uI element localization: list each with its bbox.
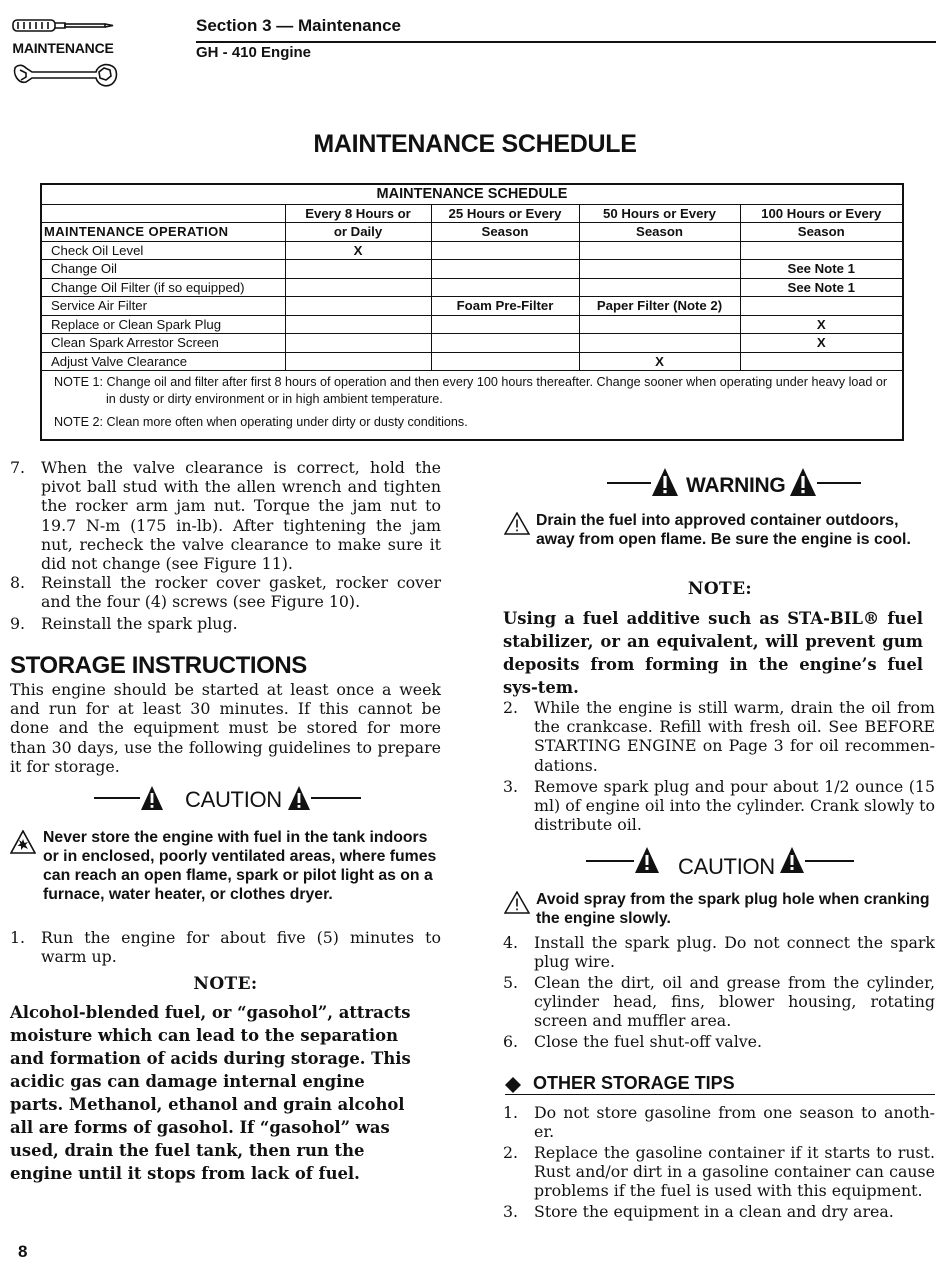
step-number: 1. (10, 928, 26, 947)
step-number: 4. (503, 933, 519, 952)
list-item (503, 777, 935, 835)
tip-text: Replace the gasoline container if it starts to rust. Rust and/or dirt in a gasoline container can cause problems if the fuel is used with this equipment. (534, 1143, 935, 1201)
wrench-icon (15, 65, 117, 86)
step-text: Reinstall the rocker cover gasket, rocker cover and the four (4) screws (see Figure 10). (41, 573, 441, 612)
col-header-25h-line1: 25 Hours or Every (431, 204, 579, 223)
list-item (503, 933, 935, 973)
step-text: When the valve clearance is correct, hold the pivot ball stud with the allen wrench and tighten the rocker arm jam nut. Torque the jam nut to 19.7 N-m (175 in-lb). After tightening the jam nut, recheck the valve clearance to make sure it did not change (see Figure 11). (41, 458, 441, 574)
warning-triangle-icon (504, 891, 530, 914)
schedule-cell (431, 241, 579, 260)
table-header-row-1 (42, 204, 902, 223)
step-text: Reinstall the spark plug. (41, 614, 238, 633)
caution-label: CAUTION (678, 854, 775, 879)
col-header-50h-line1: 50 Hours or Every (579, 204, 740, 223)
schedule-cell (431, 260, 579, 279)
gasohol-note: Alcohol-blended fuel, or “gasohol”, attracts moisture which can lead to the separation and formation of acids during storage. This acidic gas can damage internal engine parts. Methanol, ethanol and grain alcohol all are forms of gasohol. If “gasohol” was used, drain the fuel tank, then run the engine until it stops from lack of fuel. (10, 1003, 411, 1183)
list-item (10, 614, 441, 634)
schedule-cell: See Note 1 (740, 278, 902, 297)
other-storage-tips-heading: OTHER STORAGE TIPS (533, 1073, 735, 1093)
note-heading: NOTE: (193, 974, 258, 994)
col-header-8h-line1: Every 8 Hours or (285, 204, 431, 223)
maintenance-schedule-table (42, 186, 902, 371)
schedule-cell (285, 278, 431, 297)
warning-triangle-icon (287, 785, 311, 811)
operation-cell: Check Oil Level (42, 241, 285, 260)
header-rule (196, 41, 936, 43)
step-number: 3. (503, 777, 519, 796)
tip-text: Store the equipment in a clean and dry area. (534, 1202, 894, 1221)
schedule-cell (285, 297, 431, 316)
table-row (42, 315, 902, 334)
schedule-cell: See Note 1 (740, 260, 902, 279)
table-row (42, 334, 902, 353)
table-header-row-2 (42, 223, 902, 242)
schedule-cell (579, 241, 740, 260)
col-header-25h-line2: Season (431, 223, 579, 242)
schedule-cell (740, 241, 902, 260)
schedule-cell (285, 260, 431, 279)
table-row (42, 352, 902, 371)
list-item (503, 1143, 935, 1201)
tip-number: 2. (503, 1143, 519, 1162)
storage-instructions-heading: STORAGE INSTRUCTIONS (10, 652, 307, 679)
schedule-cell: X (740, 334, 902, 353)
list-item (503, 973, 935, 1031)
schedule-note-2: NOTE 2: Clean more often when operating under dirty or dusty conditions. (54, 415, 468, 429)
caution-banner (586, 846, 854, 880)
screwdriver-icon (13, 20, 113, 31)
list-item (503, 1103, 935, 1143)
note-1-line-2: in dusty or dirty environment or in high ambient temperature. (106, 392, 443, 406)
schedule-cell: X (740, 315, 902, 334)
header-blank-cell (42, 204, 285, 223)
warning-triangle-icon (651, 467, 679, 497)
warning-triangle-icon (504, 512, 530, 535)
engine-model: GH - 410 Engine (196, 44, 312, 61)
caution-label: CAUTION (185, 787, 282, 812)
step-text: While the engine is still warm, drain the oil from the crankcase. Refill with fresh oil. See BEFORE STARTING ENGINE on Page 3 for oil recommen-dations. (534, 698, 935, 775)
schedule-cell: X (285, 241, 431, 260)
schedule-cell (579, 315, 740, 334)
warning-triangle-icon (634, 846, 660, 874)
operation-cell: Replace or Clean Spark Plug (42, 315, 285, 334)
schedule-cell (740, 297, 902, 316)
page-title: MAINTENANCE SCHEDULE (313, 130, 637, 158)
note-heading: NOTE: (687, 579, 753, 599)
caution-banner (94, 785, 362, 819)
list-item (503, 698, 935, 776)
step-text: Clean the dirt, oil and grease from the cylinder, cylinder head, fins, blower housing, rotating screen and muffler area. (534, 973, 935, 1031)
storage-caution-text: Never store the engine with fuel in the tank indoors or in enclosed, poorly ventilated areas, where fumes can reach an open flame, spark or pilot light as on a furnace, water heater, or clothes dryer. (43, 829, 437, 903)
step-number: 5. (503, 973, 519, 992)
tip-text: Do not store gasoline from one season to anoth-er. (534, 1103, 935, 1142)
tip-number: 1. (503, 1103, 519, 1122)
col-header-100h-line2: Season (740, 223, 902, 242)
schedule-cell (431, 315, 579, 334)
list-item (10, 458, 441, 574)
note-1-line-1: NOTE 1: Change oil and filter after first 8 hours of operation and then every 100 hours thereafter. Change sooner when operating under heavy load or (54, 375, 888, 389)
explosion-hazard-icon (10, 830, 36, 854)
col-header-50h-line2: Season (579, 223, 740, 242)
step-number: 7. (10, 458, 26, 477)
table-title: MAINTENANCE SCHEDULE (42, 186, 902, 204)
section-title: Section 3 — Maintenance (196, 16, 401, 35)
schedule-cell (431, 278, 579, 297)
list-item (503, 1202, 935, 1222)
step-text: Close the fuel shut-off valve. (534, 1032, 763, 1051)
step-number: 2. (503, 698, 519, 717)
warning-triangle-icon (789, 467, 817, 497)
logo-label: MAINTENANCE (12, 40, 114, 56)
step-text: Remove spark plug and pour about 1/2 ounce (15 ml) of engine oil into the cylinder. Crank slowly to distribute oil. (534, 777, 935, 835)
schedule-cell (579, 260, 740, 279)
schedule-cell (579, 278, 740, 297)
table-row (42, 260, 902, 279)
operation-cell: Adjust Valve Clearance (42, 352, 285, 371)
warning-triangle-icon (779, 846, 805, 874)
schedule-cell: Foam Pre-Filter (431, 297, 579, 316)
table-row (42, 297, 902, 316)
tips-heading-rule (505, 1094, 935, 1095)
table-title-row (42, 186, 902, 204)
table-row (42, 278, 902, 297)
step-number: 9. (10, 614, 26, 633)
schedule-cell (579, 334, 740, 353)
schedule-cell (431, 352, 579, 371)
warning-triangle-icon (140, 785, 164, 811)
spark-plug-caution-text: Avoid spray from the spark plug hole when cranking the engine slowly. (536, 891, 930, 927)
operation-cell: Change Oil Filter (if so equipped) (42, 278, 285, 297)
list-item (10, 573, 441, 613)
operation-cell: Change Oil (42, 260, 285, 279)
warning-banner (607, 465, 861, 499)
list-item (10, 928, 441, 968)
storage-intro: This engine should be started at least once a week and run for at least 30 minutes. If this cannot be done and the equipment must be stored for more than 30 days, use the following guidelines to prepare it for storage. (10, 680, 441, 776)
operation-cell: Clean Spark Arrestor Screen (42, 334, 285, 353)
col-header-8h-line2: or Daily (285, 223, 431, 242)
fuel-additive-note: Using a fuel additive such as STA-BIL® fuel stabilizer, or an equivalent, will prevent gum deposits from forming in the engine’s fuel sys-tem. (503, 609, 923, 697)
schedule-cell (740, 352, 902, 371)
warning-label: WARNING (686, 474, 786, 497)
schedule-cell (431, 334, 579, 353)
drain-fuel-warning-text: Drain the fuel into approved container outdoors, away from open flame. Be sure the engine is cool. (536, 512, 911, 548)
schedule-cell (285, 334, 431, 353)
schedule-cell: Paper Filter (Note 2) (579, 297, 740, 316)
step-text: Run the engine for about five (5) minutes to warm up. (41, 928, 441, 967)
operation-header: MAINTENANCE OPERATION (42, 223, 285, 242)
step-number: 8. (10, 573, 26, 592)
step-number: 6. (503, 1032, 519, 1051)
diamond-bullet-icon (504, 1076, 522, 1094)
page-number: 8 (18, 1242, 28, 1261)
table-row (42, 241, 902, 260)
schedule-cell (285, 352, 431, 371)
tip-number: 3. (503, 1202, 519, 1221)
list-item (503, 1032, 935, 1052)
operation-cell: Service Air Filter (42, 297, 285, 316)
step-text: Install the spark plug. Do not connect the spark plug wire. (534, 933, 935, 972)
col-header-100h-line1: 100 Hours or Every (740, 204, 902, 223)
schedule-note-1 (54, 374, 900, 408)
schedule-cell (285, 315, 431, 334)
schedule-cell: X (579, 352, 740, 371)
